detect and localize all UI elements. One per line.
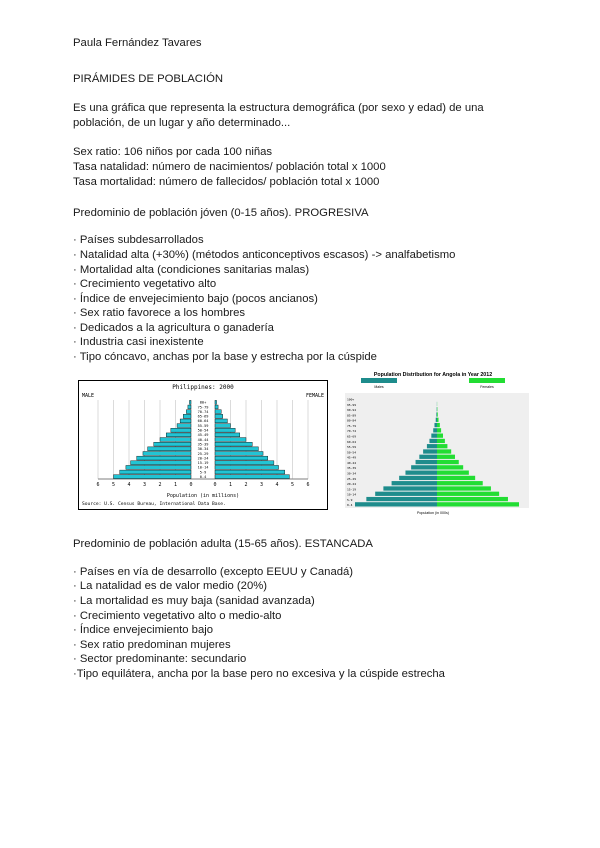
female-bar <box>215 424 231 428</box>
section-title: Predominio de población jóven (0-15 años). PROGRESIVA <box>73 207 369 219</box>
age-label: 60-64 <box>197 419 209 424</box>
list-item: ·Tipo equilátera, ancha por la base pero no excesiva y la cúspide estrecha <box>73 668 445 680</box>
philippines-pyramid-chart <box>78 380 328 510</box>
female-bar <box>437 481 483 485</box>
age-label: 35-39 <box>197 442 209 447</box>
female-bar <box>437 444 447 448</box>
age-label: 15-19 <box>347 487 357 492</box>
female-bar <box>215 456 268 460</box>
list-item: · Sex ratio predominan mujeres <box>73 639 231 651</box>
age-label: 45-49 <box>347 455 357 460</box>
chart-title: Population Distribution for Angola in Year 2012 <box>373 372 493 378</box>
female-bar <box>215 419 227 423</box>
author-name: Paula Fernández Tavares <box>73 37 202 49</box>
age-label: 100+ <box>347 397 355 402</box>
source-note: Source: U.S. Census Bureau, International Data Base. <box>82 502 226 507</box>
male-bar <box>180 419 191 423</box>
list-item: · Sex ratio favorece a los hombres <box>73 307 246 319</box>
tick-label: 5 <box>290 482 295 488</box>
female-bar <box>215 452 263 456</box>
tick-label: 4 <box>275 482 279 488</box>
intro-line: población, de un lugar y año determinado... <box>73 117 291 129</box>
female-bar <box>215 410 221 414</box>
tick-label: 2 <box>244 482 248 488</box>
tick-label: 3 <box>142 482 147 488</box>
male-bar <box>154 442 191 446</box>
list-item: · Sector predominante: secundario <box>73 653 247 665</box>
male-bar <box>148 447 191 451</box>
male-bar <box>114 475 192 479</box>
age-label: 15-19 <box>197 461 209 466</box>
definition-line: Sex ratio: 106 niños por cada 100 niñas <box>73 146 273 158</box>
list-item: · Industria casi inexistente <box>73 336 204 348</box>
age-label: 85-89 <box>347 413 357 418</box>
male-bar <box>436 412 437 416</box>
age-label: 55-59 <box>197 423 209 428</box>
legend-males-label: Males <box>374 385 384 389</box>
age-label: 75-79 <box>197 405 209 410</box>
male-bar <box>405 471 437 475</box>
male-bar <box>143 452 191 456</box>
female-bar <box>215 428 235 432</box>
male-bar <box>183 414 191 418</box>
male-bar <box>126 465 191 469</box>
age-label: 70-74 <box>197 409 209 414</box>
female-bar <box>215 465 279 469</box>
female-bar <box>437 439 445 443</box>
section-title: Predominio de población adulta (15-65 años). ESTANCADA <box>73 538 373 550</box>
male-bar <box>383 486 437 490</box>
male-bar <box>188 405 191 409</box>
age-label: 80+ <box>199 400 207 405</box>
female-bar <box>437 502 519 506</box>
male-bar <box>120 470 191 474</box>
female-bar <box>437 465 463 469</box>
age-label: 40-44 <box>197 437 209 442</box>
male-bar <box>166 433 191 437</box>
age-label: 30-34 <box>347 471 357 476</box>
list-item: · La mortalidad es muy baja (sanidad avanzada) <box>73 595 315 607</box>
age-label: 95-99 <box>347 402 357 407</box>
age-label: 10-14 <box>197 465 209 470</box>
age-label: 30-34 <box>197 447 209 452</box>
age-label: 45-49 <box>197 433 209 438</box>
female-bar <box>215 400 217 404</box>
male-bar <box>186 410 191 414</box>
female-bar <box>215 405 218 409</box>
female-bar <box>215 414 223 418</box>
list-item: · Tipo cóncavo, anchas por la base y estrecha por la cúspide <box>73 351 377 363</box>
x-axis-label: Population (in 000s) <box>417 511 449 515</box>
list-item: · Mortalidad alta (condiciones sanitarias malas) <box>73 264 310 276</box>
male-bar <box>433 428 437 432</box>
tick-label: 0 <box>213 482 217 488</box>
female-bar <box>437 423 440 427</box>
female-bar <box>437 428 441 432</box>
tick-label: 1 <box>228 482 233 488</box>
list-item: · La natalidad es de valor medio (20%) <box>73 580 268 592</box>
page-title: PIRÁMIDES DE POBLACIÓN <box>73 73 224 85</box>
female-bar <box>215 461 274 465</box>
age-label: 70-74 <box>347 429 357 434</box>
tick-label: 3 <box>259 482 264 488</box>
male-bar <box>431 434 437 438</box>
age-label: 5-9 <box>199 470 207 475</box>
male-bar <box>137 456 191 460</box>
female-bar <box>437 418 439 422</box>
age-label: 40-44 <box>347 460 357 465</box>
definition-line: Tasa natalidad: número de nacimientos/ población total x 1000 <box>73 161 386 173</box>
male-bar <box>429 439 437 443</box>
male-bar <box>419 455 437 459</box>
list-item: · Crecimiento vegetativo alto o medio-alto <box>73 610 282 622</box>
male-bar <box>399 476 437 480</box>
age-label: 5-9 <box>347 497 353 502</box>
intro-line: Es una gráfica que representa la estructura demográfica (por sexo y edad) de una <box>73 102 484 114</box>
age-label: 50-54 <box>197 428 209 433</box>
list-item: · Países subdesarrollados <box>73 234 204 246</box>
list-item: · Dedicados a la agricultura o ganadería <box>73 322 274 334</box>
male-bar <box>366 497 437 501</box>
age-label: 65-69 <box>197 414 209 419</box>
legend-males-swatch <box>361 378 397 383</box>
female-bar <box>437 471 469 475</box>
age-label: 65-69 <box>347 434 357 439</box>
tick-label: 6 <box>306 482 310 488</box>
age-label: 75-79 <box>347 423 357 428</box>
list-item: · Índice envejecimiento bajo <box>73 624 214 636</box>
female-label: FEMALE <box>305 393 324 399</box>
tick-label: 4 <box>127 482 131 488</box>
age-label: 25-29 <box>347 476 357 481</box>
x-axis-label: Population (in millions) <box>166 493 240 499</box>
female-bar <box>437 449 451 453</box>
age-label: 35-39 <box>347 466 357 471</box>
male-label: MALE <box>82 393 95 399</box>
legend-females-label: Females <box>480 385 494 389</box>
male-bar <box>416 460 437 464</box>
female-bar <box>437 492 499 496</box>
chart-title: Philippines: 2000 <box>172 384 234 391</box>
angola-pyramid-chart <box>333 368 533 516</box>
female-bar <box>215 447 258 451</box>
age-label: 90-94 <box>347 408 357 413</box>
definition-line: Tasa mortalidad: número de fallecidos/ población total x 1000 <box>73 176 380 188</box>
list-item: · Natalidad alta (+30%) (métodos anticonceptivos escasos) -> analfabetismo <box>73 249 456 261</box>
tick-label: 2 <box>158 482 162 488</box>
male-bar <box>131 461 191 465</box>
legend-females-swatch <box>469 378 505 383</box>
male-bar <box>189 400 191 404</box>
age-label: 80-84 <box>347 418 357 423</box>
female-bar <box>437 497 508 501</box>
male-bar <box>375 492 437 496</box>
age-label: 20-24 <box>197 456 209 461</box>
male-bar <box>177 424 191 428</box>
age-label: 0-4 <box>347 503 353 508</box>
female-bar <box>437 434 443 438</box>
male-bar <box>355 502 437 506</box>
age-label: 20-24 <box>347 482 357 487</box>
male-bar <box>171 428 191 432</box>
female-bar <box>437 476 475 480</box>
male-bar <box>423 449 437 453</box>
age-label: 50-54 <box>347 450 357 455</box>
age-label: 55-59 <box>347 445 357 450</box>
tick-label: 6 <box>96 482 100 488</box>
female-bar <box>437 460 459 464</box>
list-item: · Índice de envejecimiento bajo (pocos ancianos) <box>73 293 318 305</box>
male-bar <box>436 418 437 422</box>
tick-label: 5 <box>111 482 116 488</box>
male-bar <box>434 423 437 427</box>
female-bar <box>437 455 455 459</box>
female-bar <box>215 470 285 474</box>
age-label: 60-64 <box>347 439 357 444</box>
female-bar <box>215 442 252 446</box>
female-bar <box>215 438 246 442</box>
age-label: 25-29 <box>197 451 209 456</box>
female-bar <box>437 412 438 416</box>
female-bar <box>215 433 240 437</box>
tick-label: 0 <box>189 482 193 488</box>
age-label: 0-4 <box>199 475 207 479</box>
male-bar <box>392 481 437 485</box>
female-bar <box>215 475 289 479</box>
list-item: · Países en vía de desarrollo (excepto EEUU y Canadá) <box>73 566 354 578</box>
male-bar <box>160 438 191 442</box>
male-bar <box>411 465 437 469</box>
female-bar <box>437 486 491 490</box>
age-label: 10-14 <box>347 492 357 497</box>
male-bar <box>427 444 437 448</box>
list-item: · Crecimiento vegetativo alto <box>73 278 217 290</box>
tick-label: 1 <box>173 482 178 488</box>
